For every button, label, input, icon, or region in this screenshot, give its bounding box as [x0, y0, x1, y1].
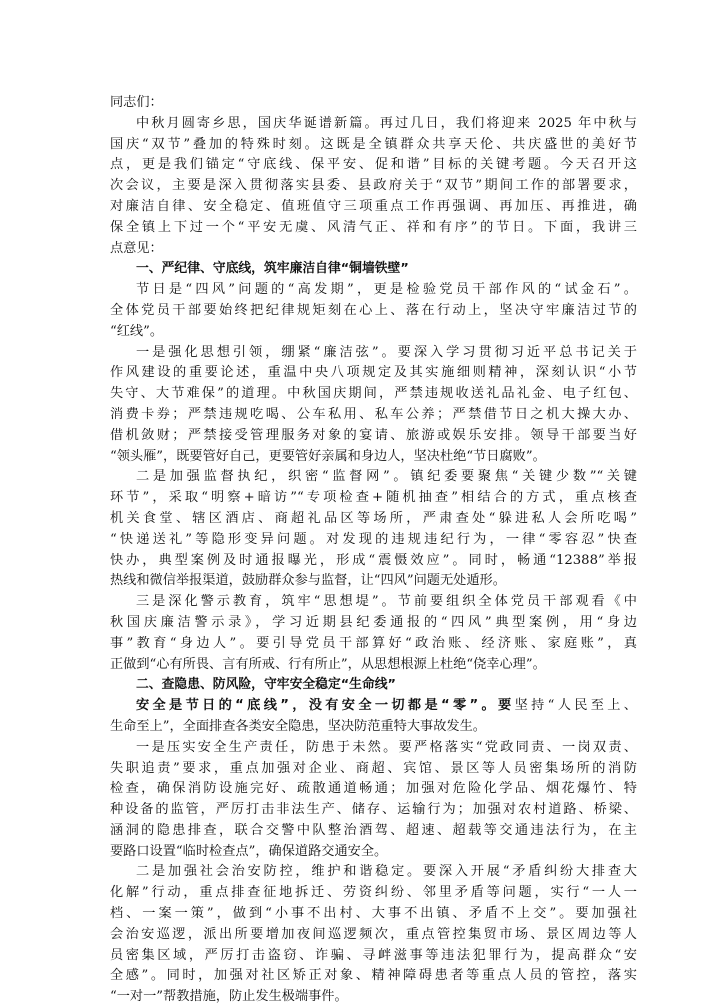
document-page	[110, 93, 637, 1008]
section-heading-2: 二、查隐患、防风险，守牢安全稳定“生命线”	[136, 677, 396, 693]
section1-paragraph-0	[110, 280, 637, 342]
section2-lead-paragraph	[110, 696, 637, 738]
text-line: 快办，典型案例及时通报曝光，形成“震慑效应”。同时，畅通“12388”举报	[110, 552, 637, 568]
text-line: 生命至上”，全面排查各类安全隐患，坚决防范重特大事故发生。	[110, 718, 486, 734]
text-line: 事”教育“身边人”。要引导党员干部算好“政治账、经济账、家庭账”，真	[110, 635, 637, 651]
text-line: 节日是“四风”问题的“高发期”，更是检验党员干部作风的“试金石”。	[136, 282, 637, 298]
text-line: 全体党员干部要始终把纪律规矩刻在心上、落在行动上，坚决守牢廉洁过节的	[110, 302, 637, 318]
text-line: 会治安巡逻，派出所要增加夜间巡逻频次，重点管控集贸市场、景区周边等人	[110, 926, 637, 942]
text-line: 二是加强监督执纪，织密“监督网”。镇纪委要聚焦“关键少数”“关键	[136, 469, 637, 485]
text-line: 检查，确保消防设施完好、疏散通道畅通；加强对危险化学品、烟花爆竹、特	[110, 781, 637, 797]
text-line: 对廉洁自律、安全稳定、值班值守三项重点工作再强调、再加压、再推进，确	[110, 198, 637, 214]
text-line: 点意见：	[110, 240, 163, 256]
text-line: 次会议，主要是深入贯彻落实县委、县政府关于“双节”期间工作的部署要求，	[110, 178, 637, 194]
text-line: 环节”，采取“明察+暗访”“专项检查+随机抽查”相结合的方式，重点核查	[110, 490, 637, 506]
text-line: 国庆“双节”叠加的特殊时刻。这既是全镇群众共享天伦、共庆盛世的美好节	[110, 136, 637, 152]
text-line: 三是深化警示教育，筑牢“思想堤”。节前要组织全体党员干部观看《中	[136, 594, 637, 610]
text-line: 种设备的监管，严厉打击非法生产、储存、运输行为；加强对农村道路、桥梁、	[110, 802, 637, 818]
text-line: “一对一”帮教措施，防止发生极端事件。	[110, 989, 348, 1005]
text-line: 秋国庆廉洁警示录》，学习近期县纪委通报的“四风”典型案例，用“身边	[110, 614, 637, 630]
text-line: 涵洞的隐患排查，联合交警中队整治酒驾、超速、超载等交通违法行为，在主	[110, 822, 637, 838]
section2-paragraph-2	[110, 862, 637, 1008]
section1-paragraph-3	[110, 592, 637, 675]
section-heading-1: 一、严纪律、守底线，筑牢廉洁自律“铜墙铁壁”	[136, 261, 409, 277]
section1-paragraph-2	[110, 467, 637, 592]
text-line: 消费卡券；严禁违规吃喝、公车私用、私车公养；严禁借节日之机大操大办、	[110, 406, 637, 422]
section1-paragraph-1	[110, 343, 637, 468]
text-line: 借机敛财；严禁接受管理服务对象的宴请、旅游或娱乐安排。领导干部要当好	[110, 427, 637, 443]
text-line: 热线和微信举报渠道，鼓励群众参与监督，让“四风”问题无处遁形。	[110, 573, 506, 589]
text-line: 作风建设的重要论述，重温中央八项规定及其实施细则精神，深刻认识“小节	[110, 365, 637, 381]
text-line: 员密集区域，严厉打击盗窃、诈骗、寻衅滋事等违法犯罪行为，提高群众“安	[110, 947, 637, 963]
lead-bold-text: 安全是节日的“底线”，没有安全一切都是“零”。要	[136, 698, 515, 714]
text-line: 要路口设置“临时检查点”，确保道路交通安全。	[110, 843, 388, 859]
text-line: “红线”。	[110, 323, 164, 339]
text-line: 档、一案一策”，做到“小事不出村、大事不出镇、矛盾不上交”。要加强社	[110, 906, 637, 922]
text-line: 失职追责”要求，重点加强对企业、商超、宾馆、景区等人员密集场所的消防	[110, 760, 637, 776]
intro-paragraph	[110, 114, 637, 260]
text-line: 失守、大节难保”的道理。中秋国庆期间，严禁违规收送礼品礼金、电子红包、	[110, 386, 637, 402]
text-line	[110, 696, 637, 717]
text-line: 点，更是我们锚定“守底线、保平安、促和谐”目标的关键考题。今天召开这	[110, 157, 637, 173]
text-line: 一是强化思想引领，绷紧“廉洁弦”。要深入学习贯彻习近平总书记关于	[136, 344, 637, 360]
text-line: 机关食堂、辖区酒店、商超礼品区等场所，严肃查处“躲进私人会所吃喝”	[110, 510, 637, 526]
text-line: 保全镇上下过一个“平安无虞、风清气正、祥和有序”的节日。下面，我讲三	[110, 219, 637, 235]
text-line: 中秋月圆寄乡思，国庆华诞谱新篇。再过几日，我们将迎来 2025 年中秋与	[136, 115, 637, 131]
text-line: 化解”行动，重点排查征地拆迁、劳资纠纷、邻里矛盾等问题，实行“一人一	[110, 885, 637, 901]
lead-text: 坚持“人民至上、	[514, 698, 637, 714]
section2-paragraph-1	[110, 738, 637, 863]
text-line: 正做到“心有所畏、言有所戒、行有所止”，从思想根源上杜绝“侥幸心理”。	[110, 656, 546, 672]
salutation: 同志们：	[110, 95, 163, 110]
text-line: 一是压实安全生产责任，防患于未然。要严格落实“党政同责、一岗双责、	[136, 739, 637, 755]
text-line: “领头雁”，既要管好自己，更要管好亲属和身边人，坚决杜绝“节日腐败”。	[110, 448, 546, 464]
text-line: 全感”。同时，加强对社区矫正对象、精神障碍患者等重点人员的管控，落实	[110, 968, 637, 984]
text-line: 二是加强社会治安防控，维护和谐稳定。要深入开展“矛盾纠纷大排查大	[136, 864, 637, 880]
text-line: “快递送礼”等隐形变异问题。对发现的违规违纪行为，一律“零容忍”快查	[110, 531, 637, 547]
